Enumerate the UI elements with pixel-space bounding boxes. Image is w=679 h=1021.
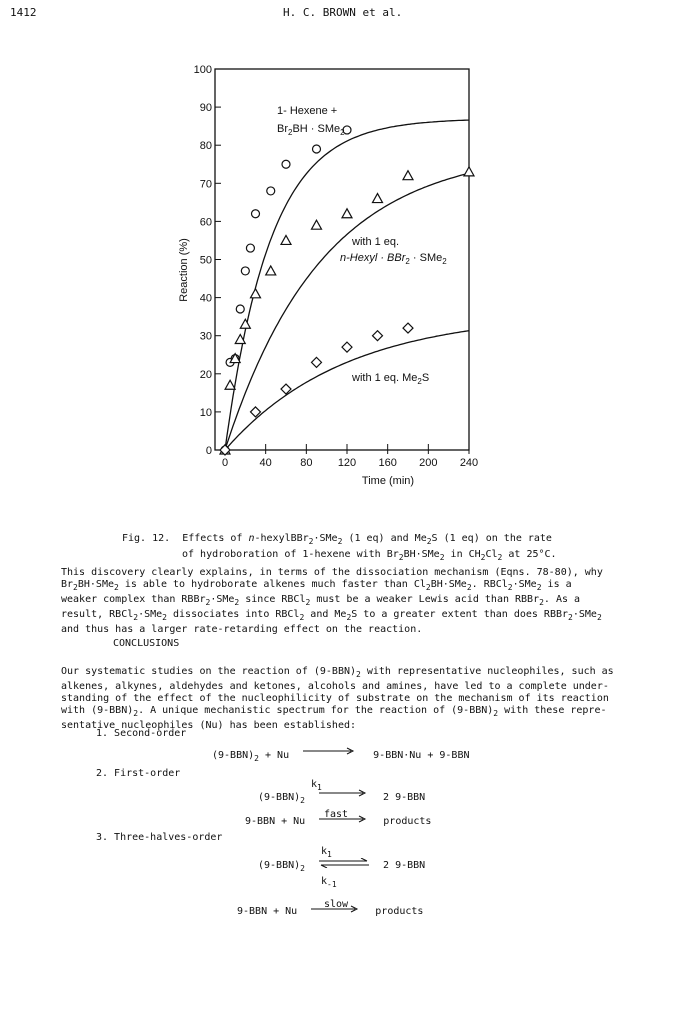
- mechanism-3-equation-b: 9-BBN + Nu products: [237, 906, 424, 917]
- y-tick-label: 40: [199, 292, 212, 305]
- data-point-triangle: [266, 266, 276, 275]
- hexyl-label-line2: n-Hexyl · BBr$_2$ · SMe$_2$: [340, 252, 447, 266]
- x-tick-label: 200: [419, 457, 438, 469]
- data-point-circle: [241, 267, 249, 275]
- y-tick-label: 0: [205, 445, 212, 457]
- paragraph-conclusions: Our systematic studies on the reaction of $(9-BBN)_2$ with representative nucleophiles, such as alkenes, alkynes, aldehydes and ketones, alcohols and amines, have led to a complete under- standing of the effect of the nucleophilicity of substrate on the mechanism of its reaction with $(9-BBN)_2$. A unique mechanistic spectrum for the reaction of $(9-BBN)_2$ with these repre- sentative nucleophiles (Nu) has been established:: [61, 666, 614, 731]
- me2s-label: with 1 eq. $Me_2S$: [352, 372, 430, 386]
- mechanism-2-label: 2. First-order: [96, 768, 181, 779]
- arrow-icon: [301, 747, 361, 758]
- mechanism-2-equation-a: $(9-BBN)_2$ 2 9-BBN: [258, 792, 425, 805]
- data-point-circle: [236, 305, 244, 313]
- y-tick-label: 60: [199, 216, 212, 229]
- data-point-diamond: [373, 331, 383, 341]
- mechanism-1-equation: $(9-BBN)_2 + Nu$ 9-BBN·Nu + 9-BBN: [212, 750, 469, 763]
- y-tick-label: 90: [199, 102, 212, 115]
- arrow-icon: [317, 789, 371, 800]
- mechanism-1-label: 1. Second-order: [96, 728, 187, 739]
- data-point-triangle: [281, 235, 291, 244]
- data-point-triangle: [312, 220, 322, 229]
- data-point-triangle: [403, 171, 413, 180]
- mechanism-3-equation-a: $(9-BBN)_2$ 2 9-BBN: [258, 860, 426, 873]
- y-tick-label: 30: [199, 330, 212, 343]
- data-point-circle: [267, 187, 275, 195]
- data-point-triangle: [225, 380, 235, 389]
- figure-caption: [122, 532, 557, 564]
- data-point-triangle: [342, 209, 352, 218]
- x-axis-label: Time (min): [361, 475, 415, 487]
- y-tick-label: 50: [199, 254, 212, 267]
- page-number: 1412: [10, 6, 37, 19]
- data-point-triangle: [251, 289, 261, 298]
- x-tick-label: 240: [459, 457, 479, 469]
- mechanism-3-k-minus-1: $k_{-1}$: [321, 876, 337, 889]
- data-point-circle: [282, 160, 290, 168]
- y-tick-label: 70: [199, 178, 212, 191]
- data-point-circle: [252, 210, 260, 218]
- data-point-diamond: [312, 357, 322, 367]
- x-tick-label: 80: [300, 457, 313, 469]
- caption-line-1: Fig. 12. Effects of n-hexylBBr$_2$·SMe$_2$ (1 eq) and $Me_2S$ (1 eq) on the rate: [122, 533, 552, 546]
- x-tick-label: 0: [221, 457, 229, 469]
- data-point-circle: [246, 244, 254, 252]
- reaction-chart: [150, 50, 490, 500]
- y-axis-label: Reaction (%): [178, 238, 190, 302]
- hexyl-label-line1: with 1 eq.: [352, 236, 400, 248]
- y-tick-label: 80: [199, 140, 212, 153]
- mechanism-3-k1: $k_1$: [321, 846, 332, 859]
- y-tick-label: 20: [199, 368, 212, 381]
- x-tick-label: 120: [337, 457, 357, 469]
- hexene-label-line2: $Br_2BH \cdot SMe_2$: [277, 123, 345, 137]
- paragraph-dissociation: This discovery clearly explains, in terms of the dissociation mechanism (Eqns. 78-80), why $Br_2BH\cdot SMe_2$ is able to hydroborate alkenes much faster than $Cl_2BH\cdot SMe_2$. RBCl$_2$·SMe$_2$ is a weaker complex than RBBr$_2$·SMe$_2$ since RBCl$_2$ must be a weaker Lewis acid than RBBr$_2$. As a result, RBCl$_2$·SMe$_2$ dissociates into RBCl$_2$ and $Me_2S$ to a greater extent than does RBBr$_2$·SMe$_2$ and thus has a larger rate-retarding effect on the reaction.: [61, 567, 603, 635]
- data-point-triangle: [373, 194, 383, 203]
- running-head: H. C. BROWN et al.: [283, 6, 403, 19]
- x-tick-label: 160: [378, 457, 397, 469]
- data-point-diamond: [403, 323, 413, 333]
- x-tick-label: 40: [259, 457, 272, 469]
- mechanism-2-fast: fast: [324, 809, 349, 820]
- equilibrium-arrow-icon: [317, 858, 371, 871]
- data-point-triangle: [240, 319, 250, 328]
- arrow-icon: [317, 815, 371, 826]
- mechanism-3-slow: slow: [324, 899, 349, 910]
- y-tick-label: 10: [199, 406, 212, 419]
- mechanism-3-label: 3. Three-halves-order: [96, 832, 223, 843]
- data-point-triangle: [464, 167, 474, 176]
- data-point-diamond: [342, 342, 352, 352]
- series-line: [225, 120, 469, 450]
- y-tick-label: 100: [193, 64, 212, 76]
- caption-line-2: of hydroboration of 1-hexene with $Br_2BH\cdot SMe_2$ in $CH_2Cl_2$ at 25°C.: [182, 549, 557, 562]
- section-heading: CONCLUSIONS: [113, 638, 180, 649]
- mechanism-2-k1: $k_1$: [311, 779, 322, 792]
- arrow-icon: [309, 905, 363, 916]
- data-point-circle: [313, 145, 321, 153]
- hexene-label-line1: 1- Hexene +: [277, 105, 338, 117]
- mechanism-2-equation-b: 9-BBN + Nu products: [245, 816, 432, 827]
